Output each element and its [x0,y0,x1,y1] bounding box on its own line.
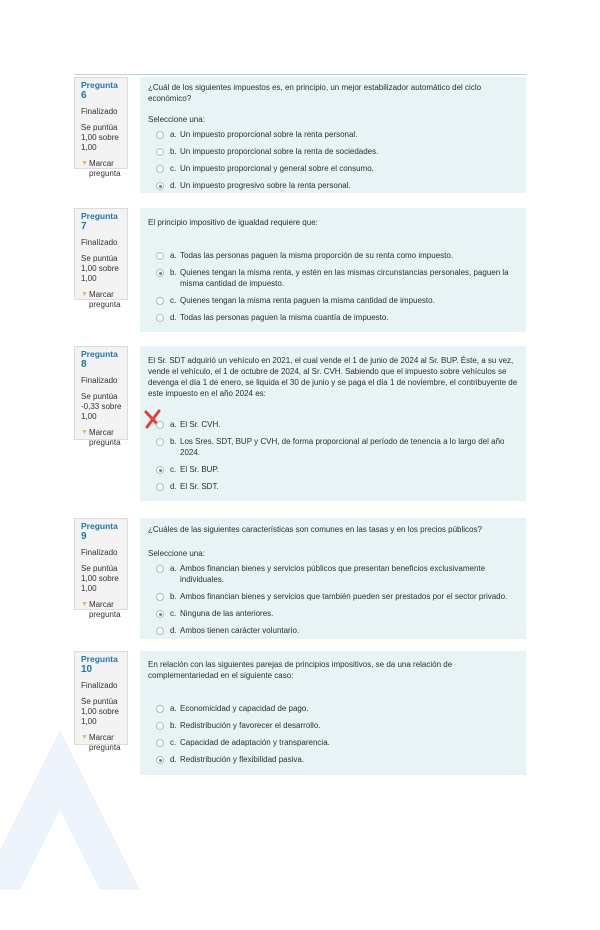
radio-button-selected[interactable] [156,610,164,618]
answer-option-b[interactable] [148,146,518,157]
question-content [140,77,526,193]
option-letter: b. [170,147,177,156]
flag-question-label: Marcar pregunta [88,290,121,309]
radio-button[interactable] [156,165,164,173]
question-label: Pregunta [81,521,118,531]
question-grade: Se puntúa -0,33 sobre 1,00 [81,392,122,421]
flag-icon: ▼ [81,601,88,608]
answer-option-c[interactable] [148,608,518,619]
option-text: Economicidad y capacidad de pago. [180,704,309,713]
question-label: Pregunta [81,80,118,90]
answer-option-d[interactable] [148,180,518,191]
radio-button[interactable] [156,297,164,305]
radio-button[interactable] [156,252,164,260]
answer-option-b[interactable] [148,267,518,289]
option-letter: c. [170,164,177,173]
question-info [74,346,128,447]
flag-question-label: Marcar pregunta [88,159,121,178]
option-text: Un impuesto progresivo sobre la renta personal. [180,181,351,190]
question-text: ¿Cuál de los siguientes impuestos es, en principio, un mejor estabilizador automático del ciclo económico? [148,83,482,103]
flag-question-link[interactable] [81,600,123,620]
answer-option-a[interactable] [148,419,518,430]
question-grade: Se puntúa 1,00 sobre 1,00 [81,123,119,152]
option-letter: c. [170,465,177,474]
option-letter: a. [170,704,177,713]
answer-option-a[interactable] [148,563,518,585]
question-number: 9 [81,531,87,542]
option-letter: a. [170,564,177,573]
option-text: Ambos financian bienes y servicios públicos que presentan beneficios exclusivamente individuales. [180,564,486,584]
flag-question-link[interactable] [81,159,123,179]
question-number: 10 [81,664,93,675]
question-number: 6 [81,90,87,101]
question-content [140,518,526,639]
option-letter: d. [170,313,177,322]
select-one-prompt: Seleccione una: [148,115,205,124]
radio-button[interactable] [156,483,164,491]
flag-icon: ▼ [81,160,88,167]
option-letter: c. [170,609,177,618]
question-text: ¿Cuáles de las siguientes características son comunes en las tasas y en los precios públicos? [148,525,482,534]
option-text: Los Sres. SDT, BUP y CVH, de forma proporcional al período de tenencia a lo largo del año 2024. [180,437,505,457]
answer-option-a[interactable] [148,250,518,261]
question-state: Finalizado [81,238,118,247]
option-letter: a. [170,420,177,429]
option-letter: a. [170,251,177,260]
answer-option-b[interactable] [148,591,518,602]
question-number: 8 [81,359,87,370]
option-text: Un impuesto proporcional sobre la renta personal. [180,130,358,139]
flag-question-link[interactable] [81,428,123,448]
question-text: En relación con las siguientes parejas de principios impositivos, se da una relación de complementariedad en el siguiente caso: [148,660,453,680]
option-text: Redistribución y favorecer el desarrollo. [180,721,321,730]
option-text: Ninguna de las anteriores. [180,609,274,618]
answer-option-c[interactable] [148,163,518,174]
option-text: Ambos tienen carácter voluntario. [180,626,300,635]
option-text: Un impuesto proporcional y general sobre el consumo. [180,164,374,173]
answer-list [148,419,518,492]
question-text: El Sr. SDT adquirió un vehículo en 2021, el cual vende el 1 de junio de 2024 al Sr. BUP. Éste, a su vez, vende el vehículo, el 1 de octubre de 2024, al Sr. CVH. Sabiendo que el impuesto sobre vehículos se devenga el día 1 de enero, se liquida el 30 de junio y se paga el día 1 de noviembre, el contribuyente de este impuesto en el año 2024 es: [148,356,518,398]
question-grade: Se puntúa 1,00 sobre 1,00 [81,564,119,593]
select-one-prompt: Seleccione una: [148,549,205,558]
question-info [74,208,128,309]
option-text: Todas las personas paguen la misma cuantía de impuesto. [180,313,389,322]
radio-button[interactable] [156,593,164,601]
answer-option-d[interactable] [148,481,518,492]
radio-button[interactable] [156,314,164,322]
option-text: Quienes tengan la misma renta paguen la misma cantidad de impuesto. [180,296,435,305]
question-grade: Se puntúa 1,00 sobre 1,00 [81,254,119,283]
option-letter: d. [170,755,177,764]
question-state: Finalizado [81,681,118,690]
question-text: El principio impositivo de igualdad requiere que: [148,218,318,227]
option-text: El Sr. SDT. [180,482,219,491]
option-text: Redistribución y flexibilidad pasiva. [180,755,305,764]
flag-icon: ▼ [81,291,88,298]
flag-icon: ▼ [81,734,88,741]
flag-question-link[interactable] [81,290,123,310]
option-text: Capacidad de adaptación y transparencia. [180,738,330,747]
question-state: Finalizado [81,376,118,385]
option-text: El Sr. CVH. [180,420,221,429]
radio-button-selected[interactable] [156,269,164,277]
option-letter: b. [170,268,177,277]
option-letter: b. [170,721,177,730]
radio-button[interactable] [156,131,164,139]
top-divider [74,74,526,75]
option-letter: a. [170,130,177,139]
question-content [140,651,526,775]
question-number: 7 [81,221,87,232]
radio-button[interactable] [156,421,164,429]
flag-question-label: Marcar pregunta [88,428,121,447]
answer-option-d[interactable] [148,625,518,636]
option-letter: c. [170,738,177,747]
question-state: Finalizado [81,107,118,116]
answer-option-d[interactable] [148,312,518,323]
option-letter: d. [170,181,177,190]
answer-option-a[interactable] [148,703,518,714]
answer-list [148,129,518,191]
radio-button-selected[interactable] [156,182,164,190]
question-state: Finalizado [81,548,118,557]
option-letter: b. [170,592,177,601]
option-letter: b. [170,437,177,446]
question-label: Pregunta [81,211,118,221]
answer-option-c[interactable] [148,737,518,748]
option-letter: d. [170,482,177,491]
option-text: Ambos financian bienes y servicios que también pueden ser prestados por el sector privado. [180,592,508,601]
watermark-shape [0,690,180,930]
question-grade: Se puntúa 1,00 sobre 1,00 [81,697,119,726]
option-letter: c. [170,296,177,305]
flag-question-label: Marcar pregunta [88,733,121,752]
question-content [140,208,526,332]
question-content [140,346,526,501]
answer-option-d[interactable] [148,754,518,765]
radio-button[interactable] [156,438,164,446]
radio-button[interactable] [156,148,164,156]
question-label: Pregunta [81,349,118,359]
answer-option-a[interactable] [148,129,518,140]
question-info [74,77,128,178]
option-text: El Sr. BUP. [180,465,219,474]
answer-option-b[interactable] [148,720,518,731]
flag-question-label: Marcar pregunta [88,600,121,619]
option-letter: d. [170,626,177,635]
radio-button-selected[interactable] [156,466,164,474]
option-text: Un impuesto proporcional sobre la renta de sociedades. [180,147,379,156]
answer-option-c[interactable] [148,295,518,306]
answer-option-b[interactable] [148,436,518,458]
answer-list [148,250,518,323]
flag-icon: ▼ [81,429,88,436]
option-text: Quienes tengan la misma renta, y estén en las mismas circunstancias personales, paguen la misma cantidad de impuesto. [180,268,509,288]
answer-list [148,563,518,636]
option-text: Todas las personas paguen la misma proporción de su renta como impuesto. [180,251,454,260]
question-info [74,518,128,619]
question-label: Pregunta [81,654,118,664]
radio-button[interactable] [156,565,164,573]
answer-list [148,703,518,765]
radio-button[interactable] [156,627,164,635]
answer-option-c[interactable] [148,464,518,475]
